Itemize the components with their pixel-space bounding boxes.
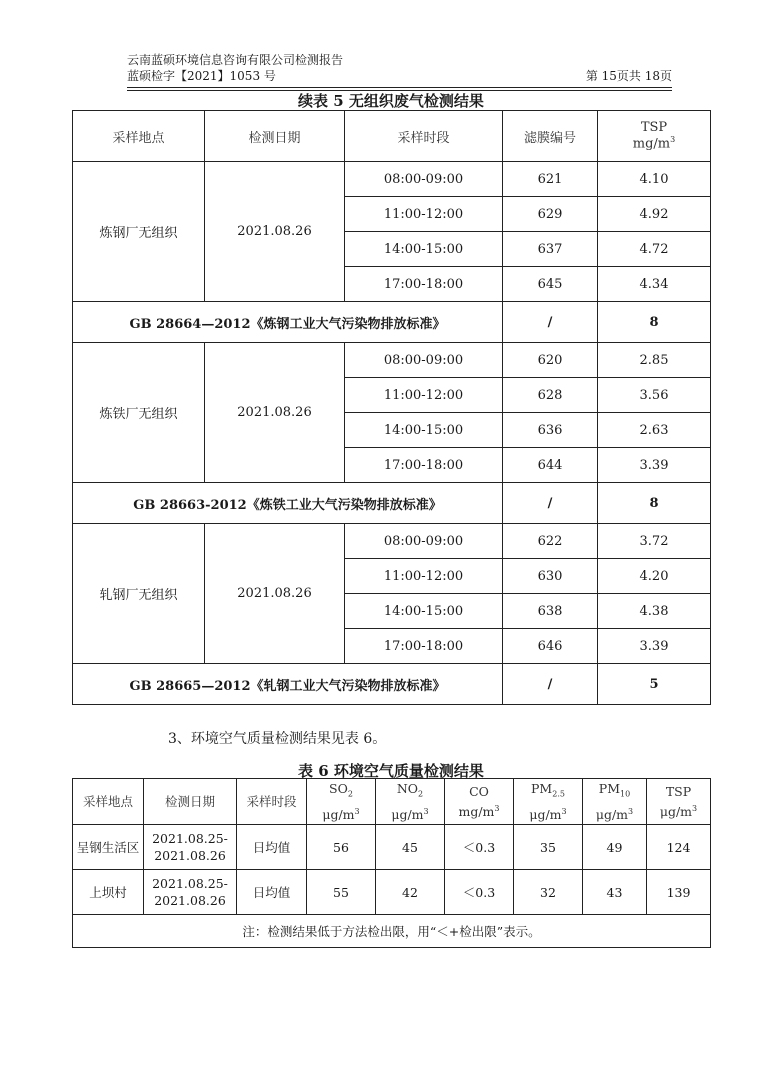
pm25-cell: 32 [514, 870, 583, 915]
col-so2: $SO_2$ $\mu g/m^3$ [307, 779, 376, 825]
filter-cell: 638 [503, 594, 598, 629]
period-cell: 14:00-15:00 [345, 413, 503, 448]
tsp-cell: 2.85 [598, 343, 711, 378]
page-header [127, 52, 672, 91]
col-tsp: TSP $\mu g/m^3$ [647, 779, 711, 825]
site-cell: 轧钢厂无组织 [73, 524, 205, 664]
tsp-cell: 3.56 [598, 378, 711, 413]
period-cell: 08:00-09:00 [345, 162, 503, 197]
table-row [73, 825, 711, 870]
date-cell: 2021.08.25-2021.08.26 [144, 825, 237, 870]
page-number: 第 15页共 18页 [585, 69, 672, 83]
date-cell: 2021.08.26 [205, 162, 345, 302]
so2-cell: 56 [307, 825, 376, 870]
filter-cell: 621 [503, 162, 598, 197]
footnote: 注：检测结果低于方法检出限，用“＜+检出限”表示。 [73, 915, 711, 948]
standard-limit: 5 [598, 664, 711, 705]
standard-limit: 8 [598, 483, 711, 524]
col-no2: $NO_2$ $\mu g/m^3$ [376, 779, 445, 825]
co-cell: ＜0.3 [445, 825, 514, 870]
standard-limit: 8 [598, 302, 711, 343]
date-cell: 2021.08.25-2021.08.26 [144, 870, 237, 915]
standard-filter: / [503, 302, 598, 343]
standard-row [73, 483, 711, 524]
section-note: 3、环境空气质量检测结果见表 6。 [168, 731, 387, 747]
period-cell: 日均值 [237, 825, 307, 870]
period-cell: 14:00-15:00 [345, 594, 503, 629]
tsp-cell: 124 [647, 825, 711, 870]
tsp-cell: 3.72 [598, 524, 711, 559]
period-cell: 14:00-15:00 [345, 232, 503, 267]
report-ref: 蓝硕检字【2021】1053 号 [127, 69, 276, 83]
co-cell: ＜0.3 [445, 870, 514, 915]
filter-cell: 645 [503, 267, 598, 302]
col-pm25: $PM_{2.5}$ $\mu g/m^3$ [514, 779, 583, 825]
tsp-cell: 2.63 [598, 413, 711, 448]
col-co: CO $mg/m^3$ [445, 779, 514, 825]
org-name: 云南蓝硕环境信息咨询有限公司检测报告 [127, 53, 344, 67]
site-cell: 炼钢厂无组织 [73, 162, 205, 302]
standard-row [73, 302, 711, 343]
table5-caption: 续表 5 无组织废气检测结果 [298, 92, 484, 110]
so2-cell: 55 [307, 870, 376, 915]
tsp-cell: 4.72 [598, 232, 711, 267]
tsp-cell: 3.39 [598, 629, 711, 664]
table5-fugitive-emissions [72, 110, 711, 705]
filter-cell: 637 [503, 232, 598, 267]
tsp-label: TSP [640, 120, 668, 136]
tsp-cell: 4.10 [598, 162, 711, 197]
table6-ambient-air-quality [72, 778, 711, 948]
standard-name: GB 28664—2012《炼钢工业大气污染物排放标准》 [73, 302, 503, 343]
period-cell: 11:00-12:00 [345, 197, 503, 232]
col-period: 采样时段 [237, 779, 307, 825]
pm25-cell: 35 [514, 825, 583, 870]
col-site: 采样地点 [73, 111, 205, 162]
filter-cell: 644 [503, 448, 598, 483]
site-cell: 上坝村 [73, 870, 144, 915]
date-cell: 2021.08.26 [205, 524, 345, 664]
col-site: 采样地点 [73, 779, 144, 825]
filter-cell: 620 [503, 343, 598, 378]
table-row [73, 524, 711, 559]
period-cell: 08:00-09:00 [345, 524, 503, 559]
period-cell: 日均值 [237, 870, 307, 915]
pm10-cell: 43 [583, 870, 647, 915]
filter-cell: 629 [503, 197, 598, 232]
date-cell: 2021.08.26 [205, 343, 345, 483]
pm10-cell: 49 [583, 825, 647, 870]
tsp-unit: $mg/m^3$ [632, 135, 676, 152]
filter-cell: 622 [503, 524, 598, 559]
table6-caption: 表 6 环境空气质量检测结果 [298, 762, 484, 780]
period-cell: 17:00-18:00 [345, 267, 503, 302]
table-row [73, 870, 711, 915]
table-row [73, 343, 711, 378]
col-tsp [598, 111, 711, 162]
period-cell: 17:00-18:00 [345, 629, 503, 664]
col-date: 检测日期 [205, 111, 345, 162]
period-cell: 17:00-18:00 [345, 448, 503, 483]
footnote-row [73, 915, 711, 948]
site-cell: 炼铁厂无组织 [73, 343, 205, 483]
tsp-cell: 4.34 [598, 267, 711, 302]
no2-cell: 42 [376, 870, 445, 915]
standard-name: GB 28665—2012《轧钢工业大气污染物排放标准》 [73, 664, 503, 705]
period-cell: 11:00-12:00 [345, 378, 503, 413]
period-cell: 08:00-09:00 [345, 343, 503, 378]
tsp-cell: 3.39 [598, 448, 711, 483]
table-row [73, 162, 711, 197]
col-period: 采样时段 [345, 111, 503, 162]
tsp-cell: 139 [647, 870, 711, 915]
header-rule [127, 87, 672, 88]
standard-filter: / [503, 664, 598, 705]
site-cell: 呈钢生活区 [73, 825, 144, 870]
col-pm10: $PM_{10}$ $\mu g/m^3$ [583, 779, 647, 825]
filter-cell: 628 [503, 378, 598, 413]
standard-name: GB 28663-2012《炼铁工业大气污染物排放标准》 [73, 483, 503, 524]
col-filter: 滤膜编号 [503, 111, 598, 162]
filter-cell: 636 [503, 413, 598, 448]
tsp-cell: 4.38 [598, 594, 711, 629]
filter-cell: 646 [503, 629, 598, 664]
tsp-cell: 4.20 [598, 559, 711, 594]
no2-cell: 45 [376, 825, 445, 870]
col-date: 检测日期 [144, 779, 237, 825]
table5-header-row [73, 111, 711, 162]
standard-filter: / [503, 483, 598, 524]
period-cell: 11:00-12:00 [345, 559, 503, 594]
standard-row [73, 664, 711, 705]
filter-cell: 630 [503, 559, 598, 594]
table6-header-row [73, 779, 711, 825]
tsp-cell: 4.92 [598, 197, 711, 232]
